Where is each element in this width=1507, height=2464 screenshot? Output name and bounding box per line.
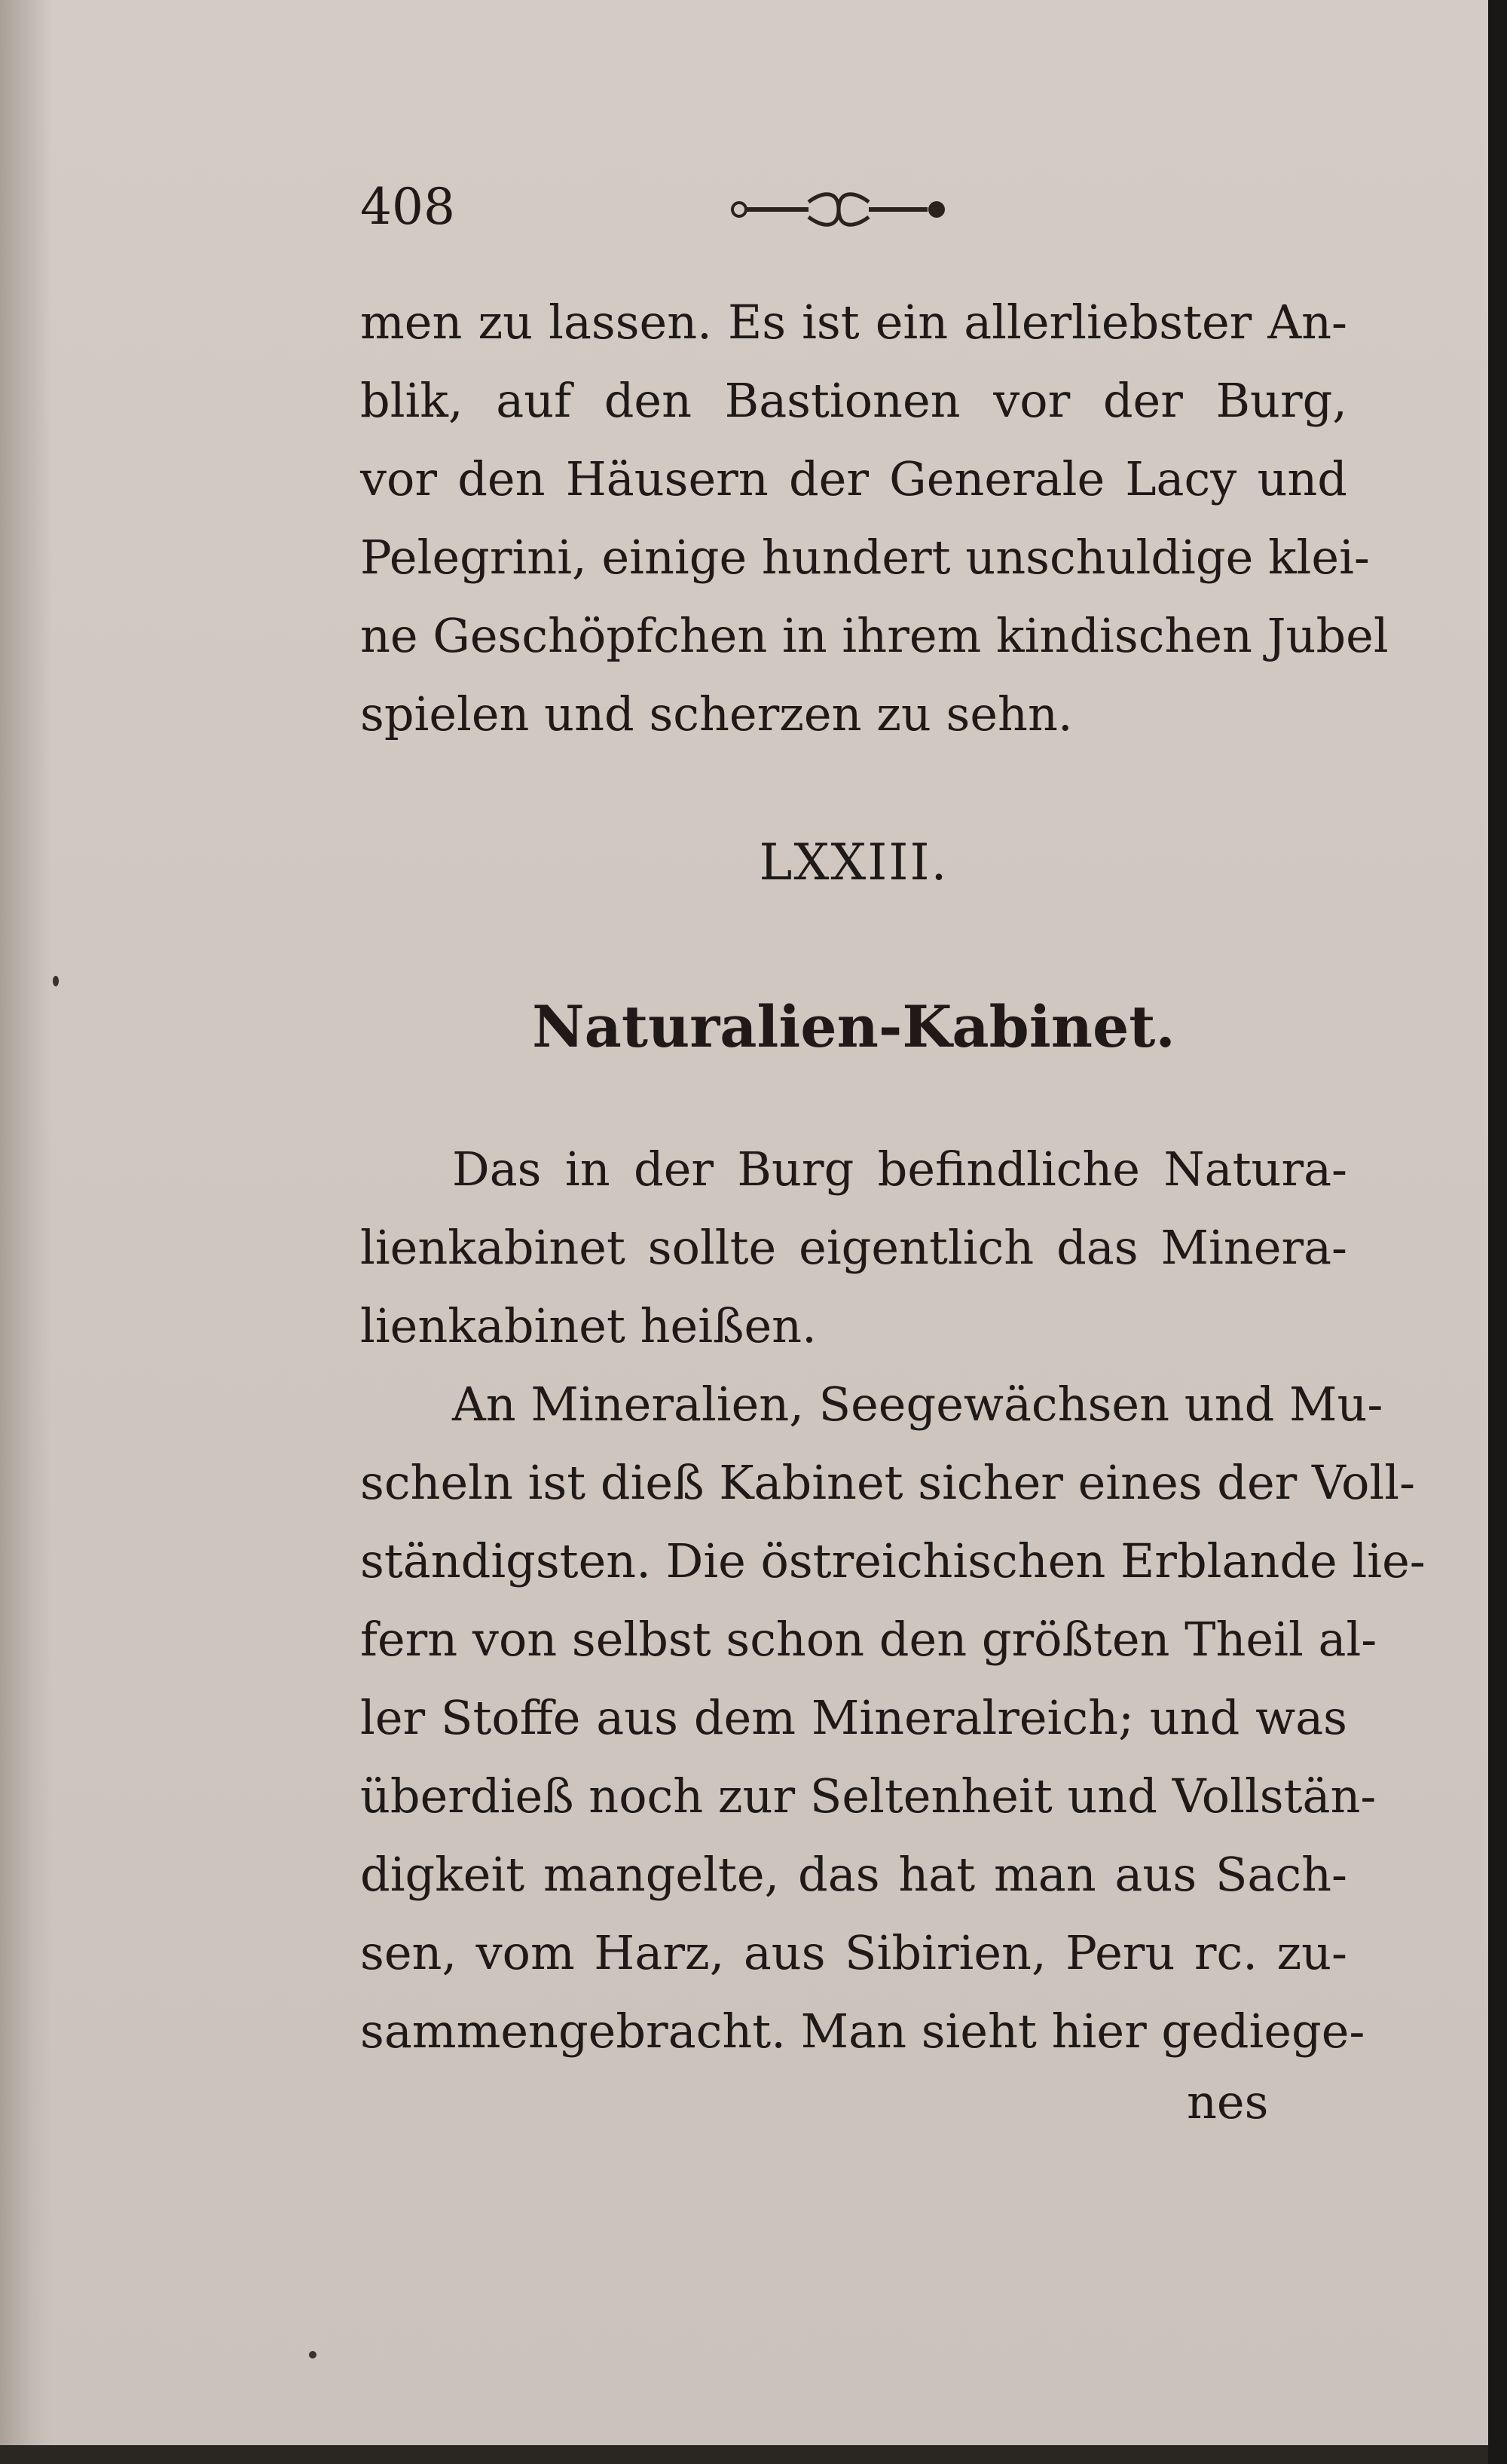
ornamental-rule-icon <box>726 191 952 228</box>
text-line: fern von selbst schon den größten Theil al- <box>360 1612 1377 1667</box>
text-line: sen, vom Harz, aus Sibirien, Peru rc. zu- <box>360 1925 1347 1980</box>
text-line: ne Geschöpfchen in ihrem kindischen Jubel <box>360 608 1389 663</box>
text-line: blik, auf den Bastionen vor der Burg, <box>360 373 1347 428</box>
text-line: sammengebracht. Man sieht hier gediege- <box>360 2004 1365 2059</box>
section-number: LXXIII. <box>759 833 949 891</box>
page-gutter <box>0 0 53 2464</box>
text-line: Pelegrini, einige hundert unschuldige klei- <box>360 530 1370 585</box>
text-line: scheln ist dieß Kabinet sicher eines der Voll- <box>360 1455 1416 1510</box>
text-line: digkeit mangelte, das hat man aus Sach- <box>360 1847 1347 1902</box>
page-number: 408 <box>360 178 455 236</box>
text-line: vor den Häusern der Generale Lacy und <box>360 451 1347 506</box>
page-header <box>360 177 963 245</box>
text-line: lienkabinet heißen. <box>360 1298 817 1353</box>
paper-speck <box>53 976 59 986</box>
text-line: ler Stoffe aus dem Mineralreich; und was <box>360 1690 1347 1745</box>
text-line: An Mineralien, Seegewächsen und Mu- <box>452 1377 1383 1432</box>
text-line: Das in der Burg befindliche Natura- <box>452 1142 1347 1197</box>
text-line: überdieß noch zur Seltenheit und Vollstän- <box>360 1769 1377 1824</box>
text-line: ständigsten. Die östreichischen Erblande lie- <box>360 1533 1426 1588</box>
paper-speck <box>309 2351 316 2359</box>
text-line: lienkabinet sollte eigentlich das Minera- <box>360 1220 1347 1275</box>
text-line: spielen und scherzen zu sehn. <box>360 686 1073 741</box>
text-line: men zu lassen. Es ist ein allerliebster An- <box>360 295 1347 350</box>
catchword: nes <box>1187 2074 1269 2129</box>
page-edge-bottom <box>0 2445 1488 2464</box>
section-title: Naturalien-Kabinet. <box>532 993 1175 1060</box>
page-edge-right <box>1488 0 1507 2464</box>
